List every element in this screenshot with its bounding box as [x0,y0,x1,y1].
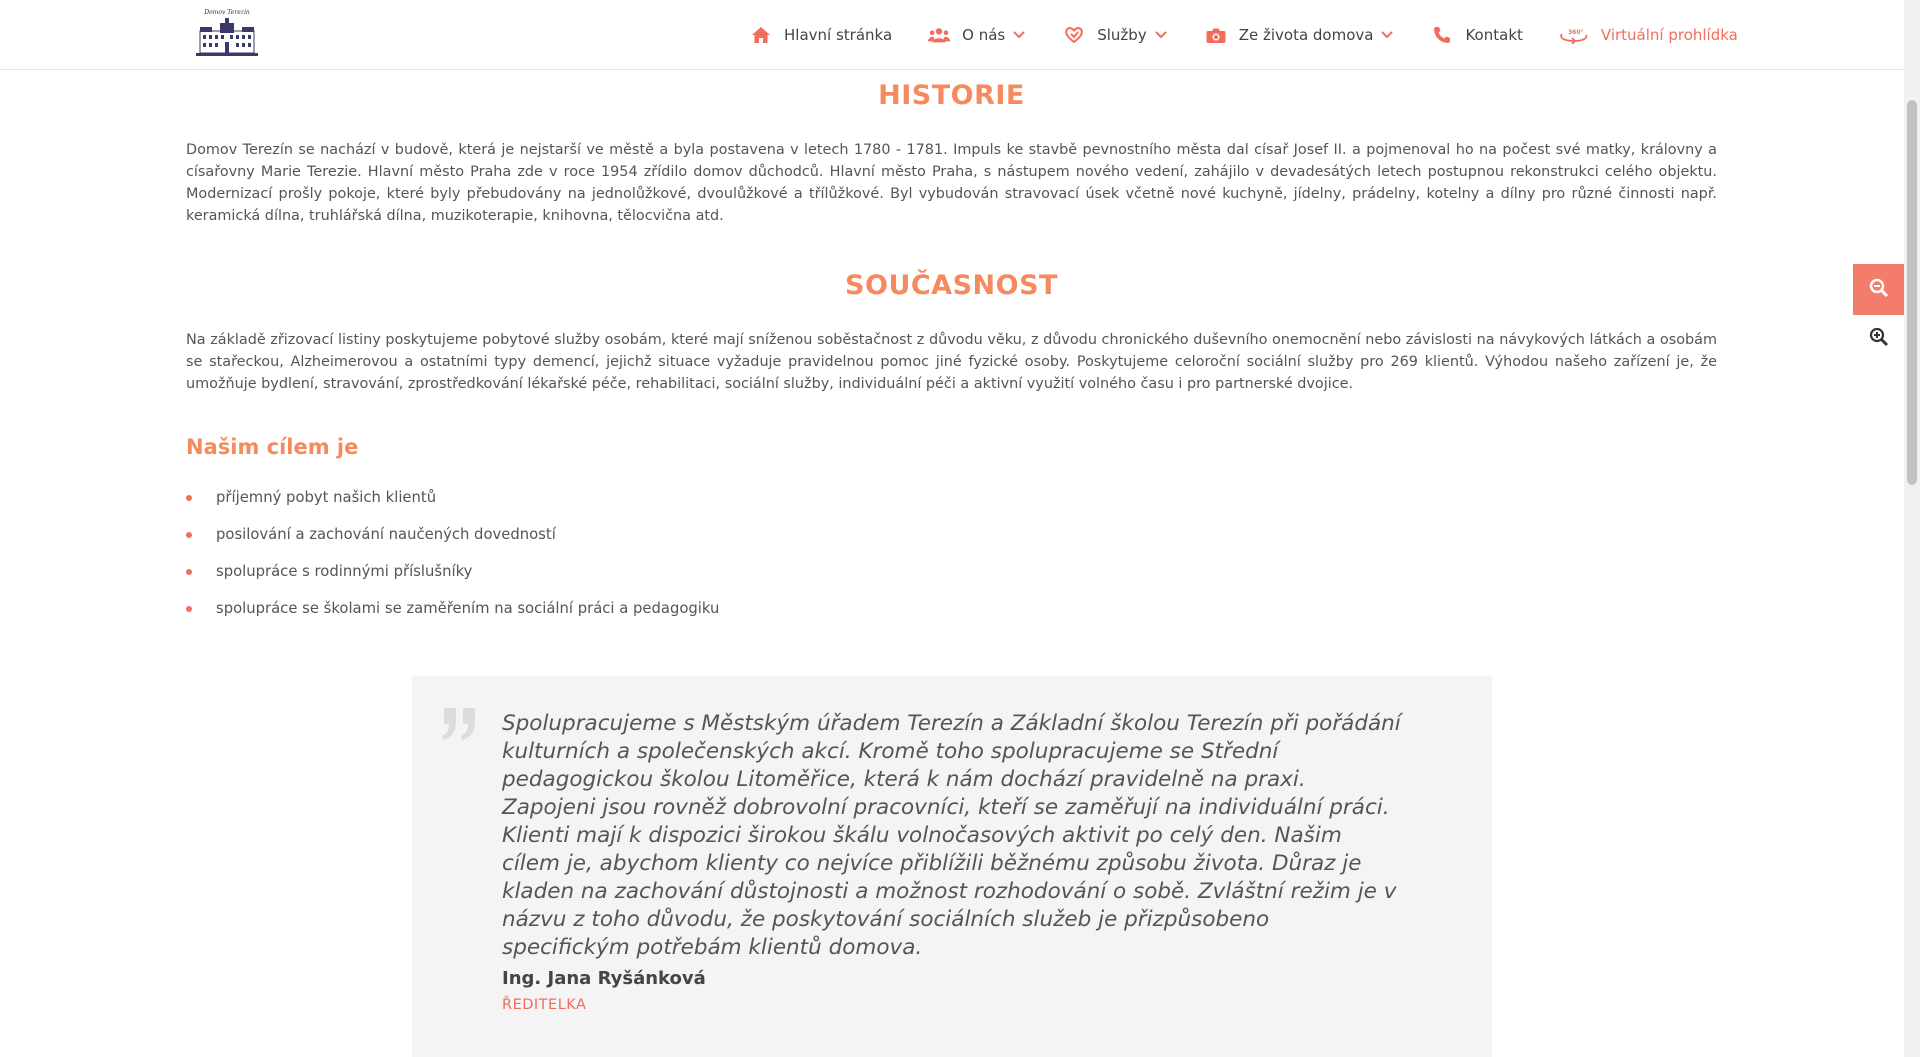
historie-text: Domov Terezín se nachází v budově, která je nejstarší ve městě a byla postavena v letech 1780 - 1781. Impuls ke stavbě pevnostního města dal císař Josef II. a pojmenoval ho na počest své matky, královny a císařovny Marie Terezie. Hlavní město Praha zde v roce 1954 zřídilo domov důchodců. Hlavní město Praha, s nástupem nového vedení, zahájilo v devadesátých letech postupnou rekonstrukci celého objektu. Modernizací prošly pokoje, které byly přebudovány na jednolůžkové, dvoulůžkové a třílůžkové. Byl vybudován stravovací úsek včetně nové kuchyně, jídelny, prádelny, kotelny a dílny pro různé činnosti např. keramická dílna, truhlářská dílna, muzikoterapie, knihovna, tělocvična atd. [186,142,1717,224]
logo-text: Domov Terezín [204,9,250,16]
search-icon [1869,278,1889,302]
quote-author: Ing. Jana Ryšánková [502,968,706,989]
side-search-button[interactable] [1853,264,1904,315]
nav-virtual-tour[interactable] [1559,0,1738,70]
nav-virtual-tour-label: Virtuální prohlídka [1600,26,1738,44]
quote-icon [440,706,480,742]
bullet-icon [186,532,192,538]
svg-text:360°: 360° [1567,29,1584,36]
quote-role: ŘEDITELKA [502,997,587,1013]
director-quote [412,676,1492,1057]
nav-about-label: O nás [962,26,1006,44]
list-item: spolupráce s rodinnými příslušníky [186,562,719,599]
soucasnost-heading: SOUČASNOST [845,270,1058,301]
nav-home-label: Hlavní stránka [784,26,893,44]
page-scrollbar[interactable] [1904,0,1920,1057]
bullet-icon [186,569,192,575]
nav-about[interactable] [928,0,1027,70]
logo-building-image [196,9,258,59]
bullet-icon [186,495,192,501]
nav-contact[interactable] [1431,0,1522,70]
goals-list [186,488,719,636]
360-icon [1559,24,1589,46]
historie-heading: HISTORIE [878,80,1025,111]
list-item: posilování a zachování naučených dovedností [186,525,719,562]
soucasnost-text: Na základě zřizovací listiny poskytujeme pobytové služby osobám, které mají sníženou soběstačnost z důvodu věku, z důvodu chronického duševního onemocnění nebo závislosti na návykových látkách a osobám se stařeckou, Alzheimerovou a ostatními typy demencí, jejichž situace vyžaduje pravidelnou pomoc jiné fyzické osoby. Poskytujeme celoroční sociální služby pro 269 klientů. Výhodou našeho zařízení je, že umožňuje bydlení, stravování, zprostředkování lékařské péče, rehabilitaci, sociální služby, individuální péči a aktivní využití volného času i pro partnerské dvojice. [186,332,1717,392]
side-zoom-button[interactable] [1866,326,1892,352]
home-icon [750,24,772,46]
nav-life[interactable] [1205,0,1396,70]
goals-heading: Našim cílem je [186,435,359,459]
nav-home[interactable] [750,0,892,70]
zoom-in-icon [1869,327,1889,351]
phone-icon [1431,24,1453,46]
quote-text: Spolupracujeme s Městským úřadem Terezín a Základní školou Terezín při pořádání kulturních a společenských akcí. Kromě toho spolupracujeme se Střední pedagogickou školou Litoměřice, která k nám dochází pravidelně na praxi. Zapojeni jsou rovněž dobrovolní pracovníci, kteří se zaměřují na individuální práci. Klienti mají k dispozici širokou škálu volnočasových aktivit po celý den. Našim cílem je, abychom klienty co nejvíce přiblížili běžnému způsobu života. Důraz je kladen na zachování důstojnosti a možnost rozhodování o sobě. Zvláštní režim je v názvu z toho důvodu, že poskytování sociálních služeb je přizpůsobeno specifickým potřebám klientů domova. [502,711,1401,960]
list-item: spolupráce se školami se zaměřením na sociální práci a pedagogiku [186,599,719,636]
site-header [0,0,1904,70]
bullet-icon [186,606,192,612]
nav-services-label: Služby [1097,26,1147,44]
heart-hand-icon [1063,24,1085,46]
chevron-down-icon [1155,28,1169,42]
list-item: příjemný pobyt našich klientů [186,488,719,525]
logo[interactable] [196,9,258,59]
nav-services[interactable] [1063,0,1168,70]
chevron-down-icon [1013,28,1027,42]
nav-life-label: Ze života domova [1238,26,1374,44]
chevron-down-icon [1381,28,1395,42]
users-icon [928,24,950,46]
scrollbar-thumb[interactable] [1907,100,1917,485]
camera-icon [1205,24,1227,46]
main-nav [750,0,1738,70]
nav-contact-label: Kontakt [1465,26,1523,44]
